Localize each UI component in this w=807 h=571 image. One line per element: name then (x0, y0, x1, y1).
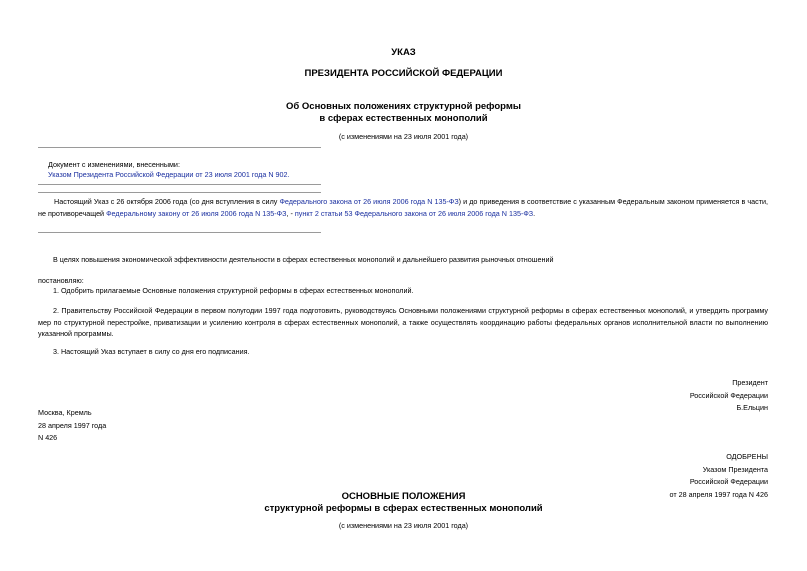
purpose-paragraph: В целях повышения экономической эффективности деятельности в сферах естественных монополий и дальнейшего развития рыночных отношений (53, 255, 554, 264)
decree-subject-line1: Об Основных положениях структурной реформы (286, 101, 521, 112)
notice-text: Настоящий Указ с 26 октября 2006 года (со дня вступления в силу (54, 197, 280, 206)
date: 28 апреля 1997 года (38, 420, 107, 430)
signature-block (690, 377, 768, 415)
amendment-intro: Документ с изменениями, внесенными: (48, 160, 180, 169)
signature-country: Российской Федерации (689, 390, 768, 400)
decree-subject-line2: в сферах естественных монополий (319, 113, 488, 124)
signature-name: Б.Ельцин (736, 403, 768, 412)
law-article-link[interactable]: пункт 2 статьи 53 Федерального закона от 26 июля 2006 года N 135-ФЗ (294, 208, 534, 218)
approved-date: от 28 апреля 1997 года N 426 (669, 489, 768, 499)
notice-text: , - (286, 208, 295, 218)
approved-country: Российской Федерации (689, 477, 768, 486)
applicability-notice (38, 196, 768, 219)
place-date-block (38, 407, 106, 445)
notice-text: ) и до приведения в соответствие с указанным Федеральным законом применяется в части, не противоречащей (38, 197, 769, 218)
decree-number: N 426 (38, 433, 58, 442)
divider (38, 184, 321, 185)
approved-label: ОДОБРЕНЫ (726, 452, 768, 461)
divider (38, 232, 321, 233)
decree-title: УКАЗ (391, 47, 416, 58)
approved-by: Указом Президента (702, 464, 768, 474)
amendment-link[interactable]: Указом Президента Российской Федерации от 23 июля 2001 года N 902. (48, 170, 290, 179)
changes-note: (с изменениями на 23 июля 2001 года) (338, 132, 469, 141)
law-link[interactable]: Федеральному закону от 26 июля 2006 года N 135-ФЗ (106, 208, 287, 218)
decree-issuer: ПРЕЗИДЕНТА РОССИЙСКОЙ ФЕДЕРАЦИИ (304, 68, 503, 79)
item-3: 3. Настоящий Указ вступает в силу со дня его подписания. (53, 347, 250, 356)
notice-text: . (533, 208, 536, 218)
place: Москва, Кремль (38, 408, 92, 417)
item-1: 1. Одобрить прилагаемые Основные положения структурной реформы в сферах естественных монополий. (53, 286, 414, 295)
appendix-title: ОСНОВНЫЕ ПОЛОЖЕНИЯ (341, 491, 466, 502)
law-link[interactable]: Федерального закона от 26 июля 2006 года N 135-ФЗ (279, 197, 459, 206)
signature-position: Президент (732, 378, 768, 387)
item-2: 2. Правительству Российской Федерации в первом полугодии 1997 года подготовить, руководствуясь Основными положениями структурной реформы в сферах естественных монополий, и утвердить программу мер по структурной перестройке, приватизации и усилению контроля в сферах естественных монополий, а также осуществлять координацию работы федеральных органов исполнительной власти по выполнению указанной программы. (38, 306, 768, 338)
appendix-subtitle: структурной реформы в сферах естественных монополий (264, 503, 543, 514)
decree-verb: постановляю: (38, 276, 84, 285)
appendix-changes-note: (с изменениями на 23 июля 2001 года) (338, 521, 469, 530)
divider (38, 147, 321, 148)
divider (38, 192, 321, 193)
